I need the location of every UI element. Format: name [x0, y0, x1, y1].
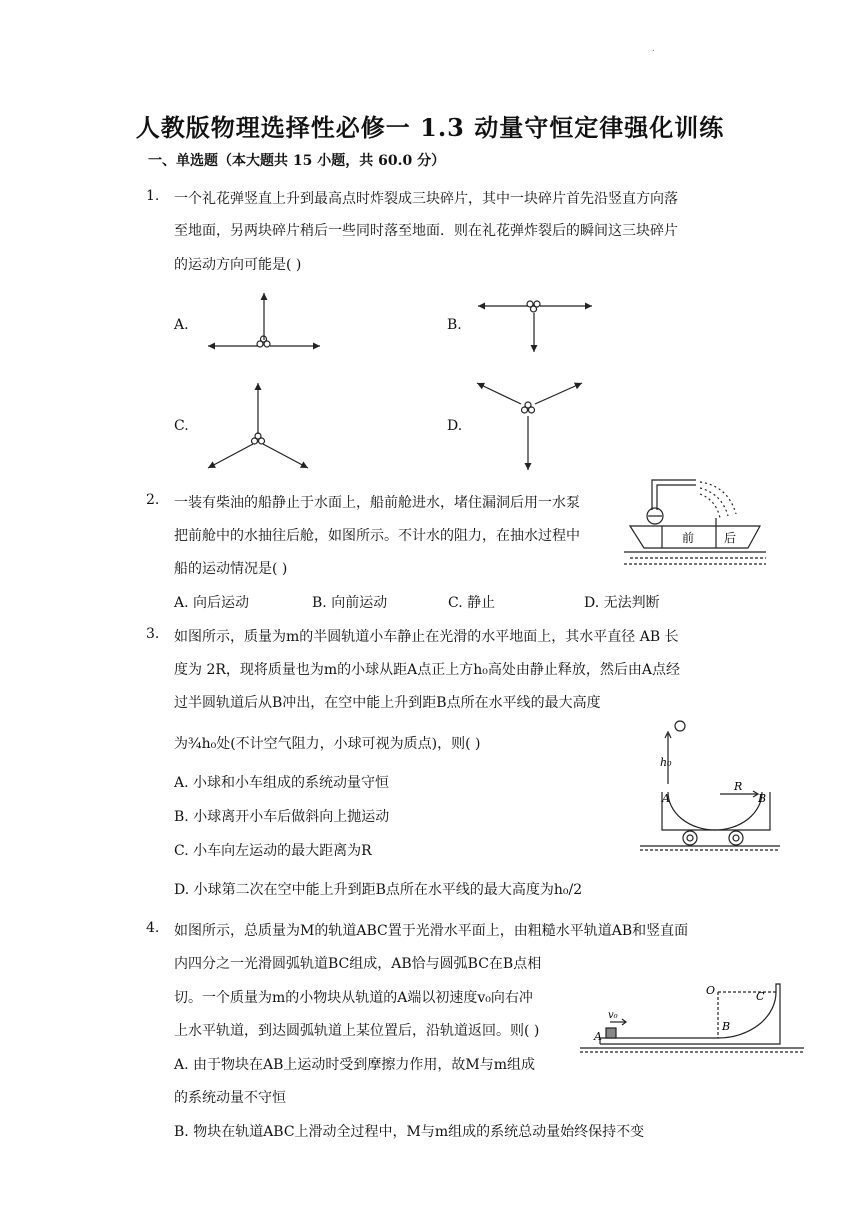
diagram-a	[208, 293, 320, 347]
q4-option-a-cont: 的系统动量不守恒	[174, 1090, 286, 1106]
front-label: 前	[682, 531, 695, 545]
q3-text-line: 度为 2R，现将质量也为m的小球从距A点正上方h₀高处由静止释放，然后由A点经	[174, 662, 681, 678]
q1-text-line: 至地面，另两块碎片稍后一些同时落至地面．则在礼花弹炸裂后的瞬间这三块碎片	[174, 223, 678, 239]
q3-cart-figure	[640, 712, 780, 856]
q2-option-d: D. 无法判断	[584, 595, 660, 611]
q4-number: 4.	[146, 920, 160, 936]
page-title: 人教版物理选择性必修一 1.3 动量守恒定律强化训练	[135, 113, 725, 142]
q4-text-line: 如图所示，总质量为M的轨道ABC置于光滑水平面上，由粗糙水平轨道AB和竖直面	[174, 923, 689, 939]
a-label: A	[662, 792, 670, 805]
q3-option-d: D. 小球第二次在空中能上升到距B点所在水平线的最大高度为h₀/2	[174, 882, 583, 898]
b-label: B	[758, 792, 767, 805]
q2-number: 2.	[146, 492, 160, 508]
c-label: C	[756, 990, 765, 1003]
q3-option-c: C. 小车向左运动的最大距离为R	[174, 843, 372, 859]
q4-text-line: 切。一个质量为m的小物块从轨道的A端以初速度v₀向右冲	[174, 990, 533, 1006]
q3-option-b: B. 小球离开小车后做斜向上抛运动	[174, 809, 390, 825]
q3-text-line: 如图所示，质量为m的半圆轨道小车静止在光滑的水平地面上，其水平直径 AB 长	[174, 629, 679, 645]
q4-text-line: 内四分之一光滑圆弧轨道BC组成，AB恰与圆弧BC在B点相	[174, 956, 542, 972]
v0-label: v₀	[608, 1010, 618, 1021]
diagram-c	[208, 383, 308, 468]
q4-text-line: 上水平轨道，到达圆弧轨道上某位置后，沿轨道返回。则( )	[174, 1023, 540, 1039]
a-label: A	[594, 1030, 602, 1043]
q3-text-line: 为¾h₀处(不计空气阻力，小球可视为质点)，则( )	[174, 736, 481, 752]
diagram-b	[478, 301, 592, 352]
page-mark: .	[652, 44, 655, 53]
q4-option-a: A. 由于物块在AB上运动时受到摩擦力作用，故M与m组成	[174, 1057, 536, 1073]
q3-option-a: A. 小球和小车组成的系统动量守恒	[174, 775, 390, 791]
q2-text-line: 一装有柴油的船静止于水面上，船前舱进水，堵住漏洞后用一水泵	[174, 495, 580, 511]
q4-track-figure	[580, 978, 804, 1058]
back-label: 后	[724, 531, 737, 545]
q1-option-b: B.	[447, 317, 462, 333]
q2-option-b: B. 向前运动	[312, 595, 388, 611]
q2-option-c: C. 静止	[448, 595, 496, 611]
q1-option-d: D.	[447, 418, 463, 434]
o-label: O	[706, 984, 716, 997]
q2-boat-figure	[624, 474, 766, 574]
section-heading: 一、单选题（本大题共 15 小题，共 60.0 分）	[148, 153, 446, 169]
q1-option-c: C.	[174, 418, 189, 434]
b-label: B	[722, 1020, 731, 1033]
q1-text-line: 的运动方向可能是( )	[174, 257, 302, 273]
q3-number: 3.	[146, 626, 160, 642]
r-label: R	[734, 780, 743, 793]
h0-label: h₀	[660, 756, 672, 769]
q2-option-a: A. 向后运动	[174, 595, 250, 611]
q4-option-b: B. 物块在轨道ABC上滑动全过程中，M与m组成的系统总动量始终保持不变	[174, 1124, 645, 1140]
q3-text-line: 过半圆轨道后从B冲出，在空中能上升到距B点所在水平线的最大高度	[174, 695, 601, 711]
q1-number: 1.	[146, 188, 160, 204]
q1-option-a: A.	[174, 317, 189, 333]
q1-text-line: 一个礼花弹竖直上升到最高点时炸裂成三块碎片，其中一块碎片首先沿竖直方向落	[174, 191, 678, 207]
q2-text-line: 船的运动情况是( )	[174, 561, 288, 577]
q2-text-line: 把前舱中的水抽往后舱，如图所示。不计水的阻力，在抽水过程中	[174, 528, 580, 544]
diagram-d	[477, 383, 582, 470]
